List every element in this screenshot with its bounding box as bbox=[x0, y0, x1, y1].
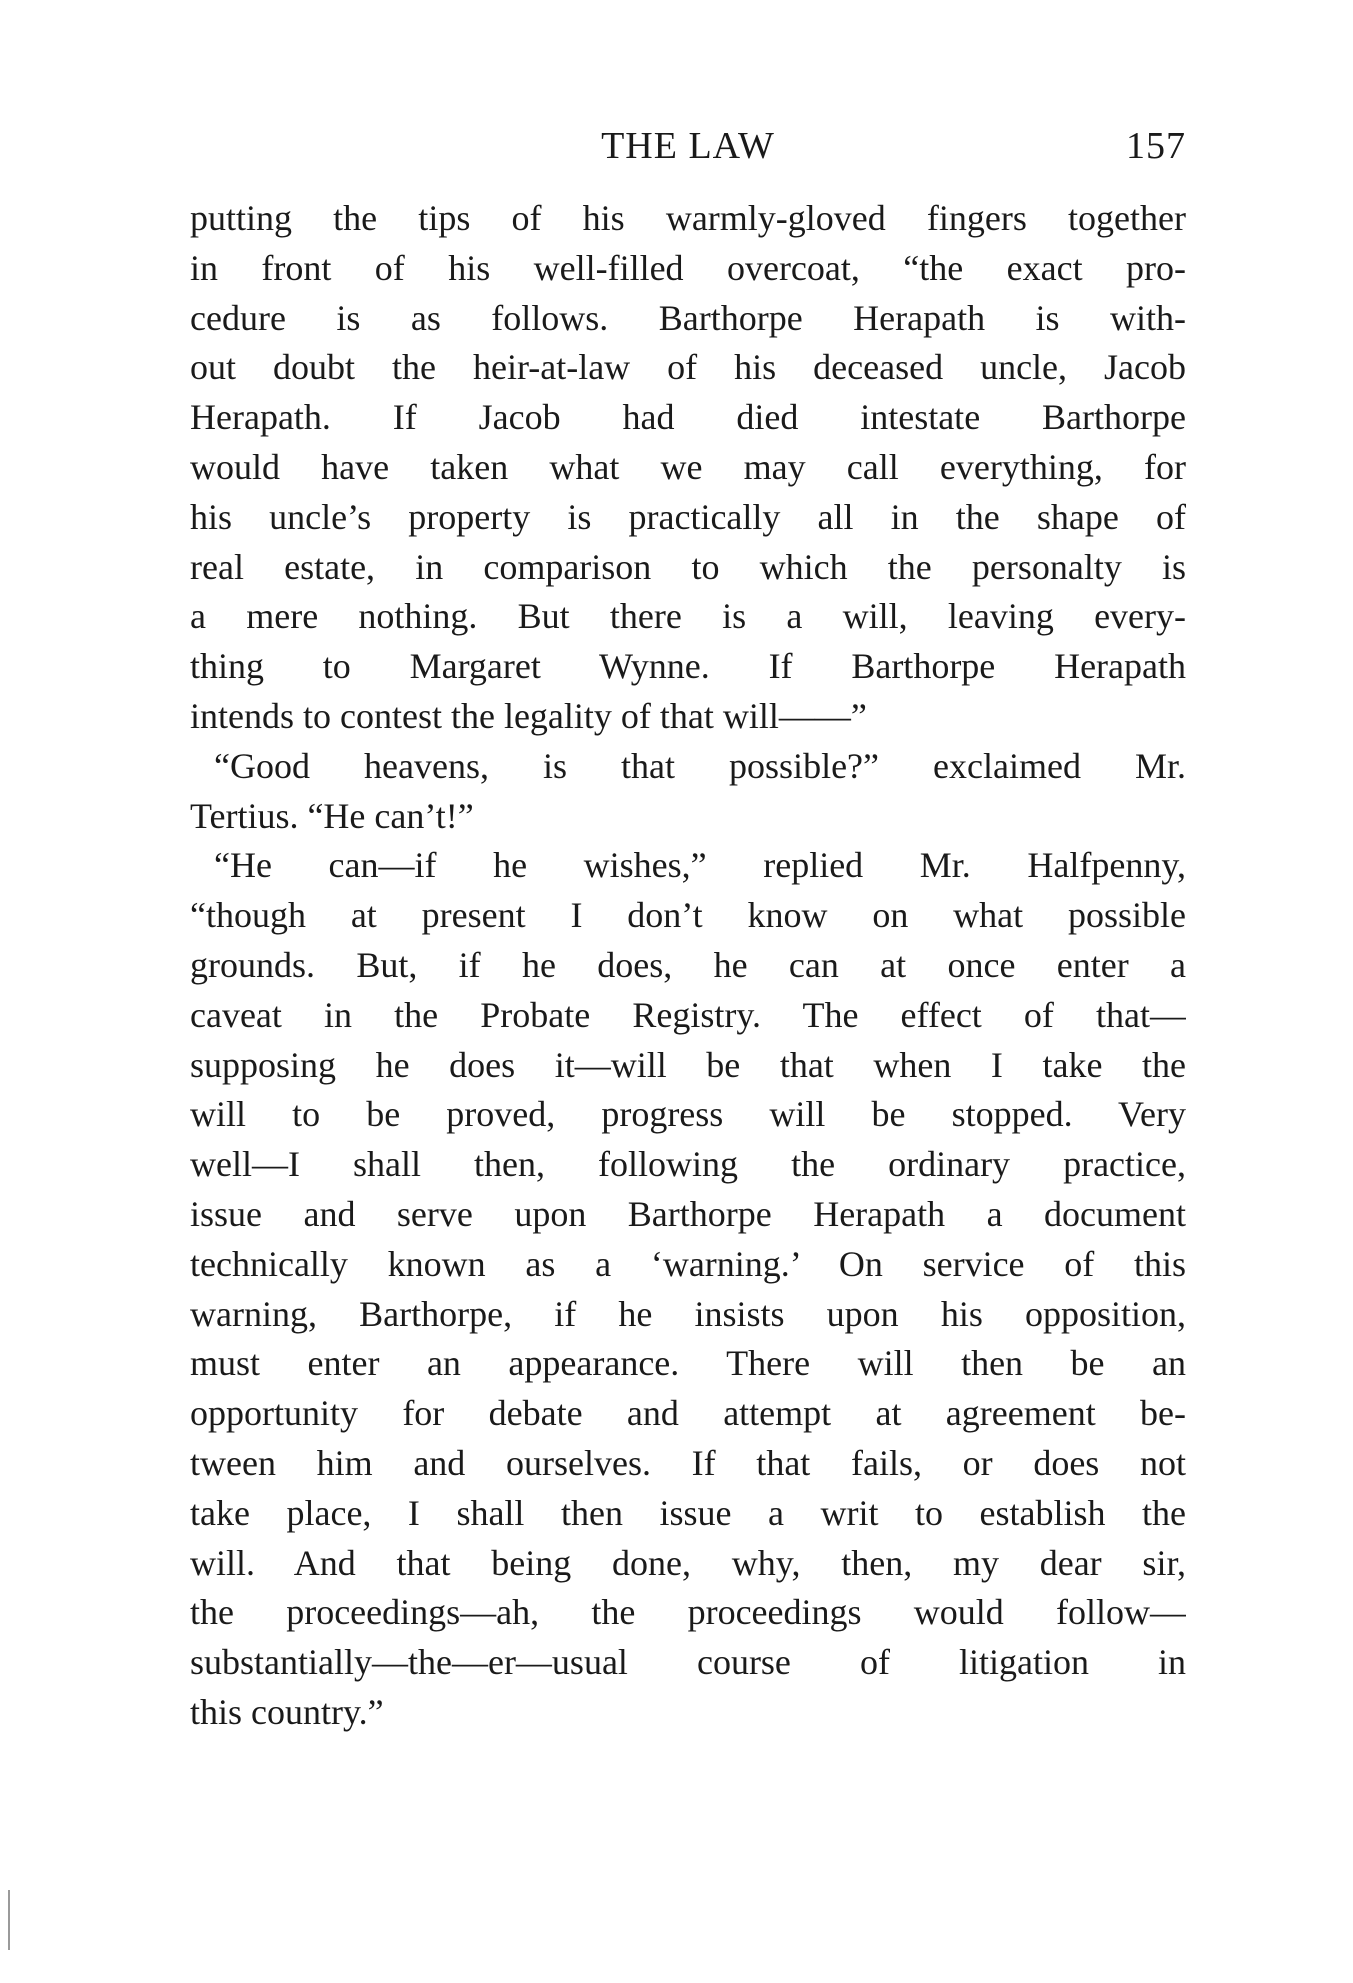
running-head bbox=[190, 124, 1186, 174]
text-line: “He can—if he wishes,” replied Mr. Halfpenny, bbox=[214, 845, 1186, 886]
text-line: grounds. But, if he does, he can at once enter a bbox=[190, 944, 1186, 985]
text-line: supposing he does it—will be that when I take the bbox=[190, 1044, 1186, 1085]
text-line: take place, I shall then issue a writ to establish the bbox=[190, 1492, 1186, 1533]
text-line: thing to Margaret Wynne. If Barthorpe Herapath bbox=[190, 646, 1186, 687]
text-line: warning, Barthorpe, if he insists upon his opposition, bbox=[190, 1293, 1186, 1334]
running-title: THE LAW bbox=[601, 125, 775, 167]
text-line: a mere nothing. But there is a will, leaving every- bbox=[190, 596, 1186, 637]
text-line: caveat in the Probate Registry. The effect of that— bbox=[190, 994, 1186, 1035]
text-line: technically known as a ‘warning.’ On service of this bbox=[190, 1243, 1186, 1284]
text-line: Tertius. “He can’t!” bbox=[190, 795, 474, 836]
text-line: substantially—the—er—usual course of litigation in bbox=[190, 1642, 1186, 1683]
scan-margin-mark bbox=[8, 1890, 10, 1950]
text-line: this country.” bbox=[190, 1691, 384, 1732]
text-line: cedure is as follows. Barthorpe Herapath is with- bbox=[190, 297, 1186, 338]
body-text bbox=[190, 194, 1186, 1738]
text-line: out doubt the heir-at-law of his deceased uncle, Jacob bbox=[190, 347, 1186, 388]
text-line: intends to contest the legality of that will——” bbox=[190, 695, 867, 736]
text-line: the proceedings—ah, the proceedings would follow— bbox=[190, 1592, 1186, 1633]
text-line: in front of his well-filled overcoat, “the exact pro- bbox=[190, 247, 1186, 288]
text-line: putting the tips of his warmly-gloved fingers together bbox=[190, 198, 1186, 238]
page-number: 157 bbox=[1126, 125, 1186, 167]
text-line: must enter an appearance. There will then be an bbox=[190, 1343, 1186, 1384]
text-line: well—I shall then, following the ordinary practice, bbox=[190, 1144, 1186, 1185]
text-line: his uncle’s property is practically all in the shape of bbox=[190, 496, 1186, 537]
text-line: issue and serve upon Barthorpe Herapath a document bbox=[190, 1193, 1186, 1234]
text-line: opportunity for debate and attempt at agreement be- bbox=[190, 1393, 1186, 1434]
text-line: “Good heavens, is that possible?” exclaimed Mr. bbox=[214, 745, 1186, 786]
text-line: will. And that being done, why, then, my dear sir, bbox=[190, 1542, 1186, 1583]
text-line: would have taken what we may call everything, for bbox=[190, 446, 1186, 487]
text-line: tween him and ourselves. If that fails, or does not bbox=[190, 1442, 1186, 1483]
text-line: real estate, in comparison to which the personalty is bbox=[190, 546, 1186, 587]
text-line: will to be proved, progress will be stopped. Very bbox=[190, 1094, 1186, 1135]
text-line: Herapath. If Jacob had died intestate Barthorpe bbox=[190, 397, 1186, 438]
text-line: “though at present I don’t know on what possible bbox=[190, 895, 1186, 936]
